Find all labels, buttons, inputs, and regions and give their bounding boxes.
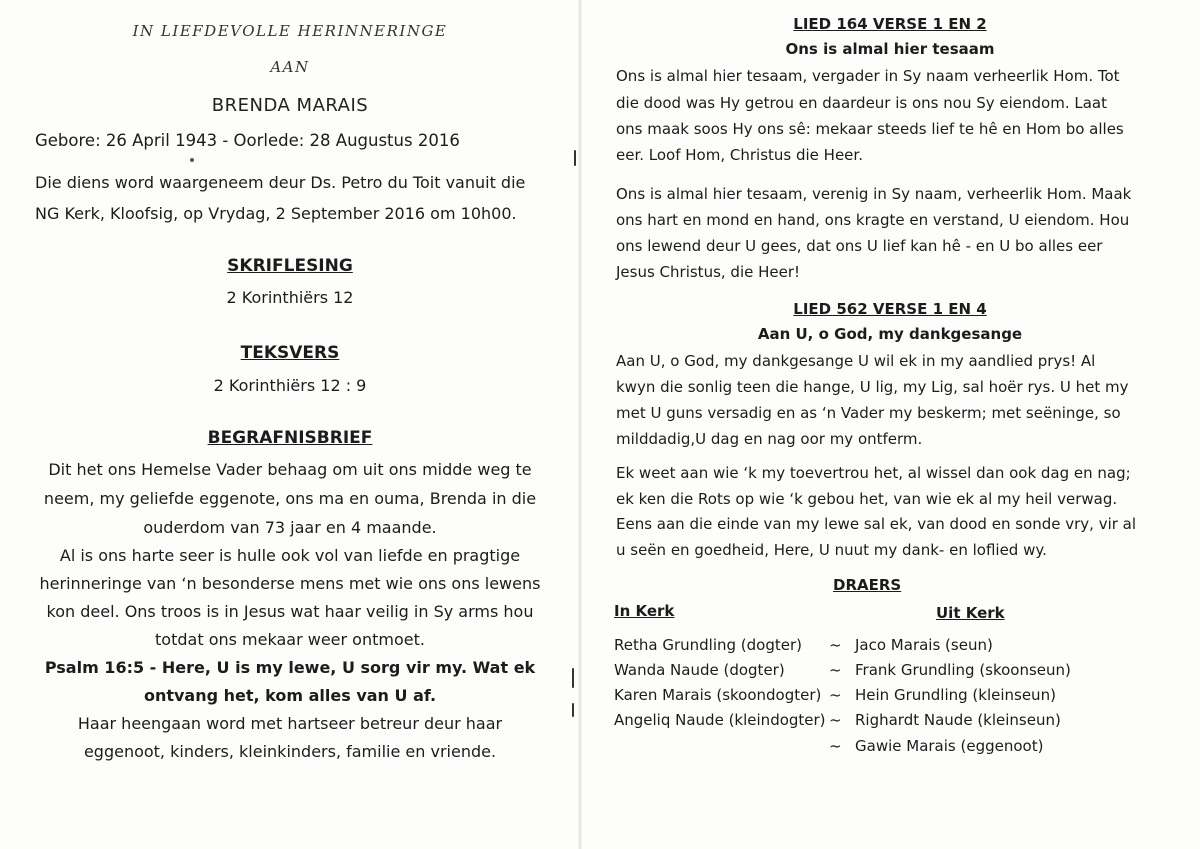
left-page bbox=[0, 0, 580, 849]
tilde-separator: ~ bbox=[829, 711, 842, 729]
out-church-bearer: Righardt Naude (kleinseun) bbox=[855, 711, 1061, 729]
binding-mark bbox=[574, 150, 576, 166]
binding-mark bbox=[572, 668, 574, 688]
service-line: Die diens word waargeneem deur Ds. Petro du Toit vanuit die bbox=[35, 173, 526, 192]
letter-line: Al is ons harte seer is hulle ook vol van liefde en pragtige bbox=[59, 546, 521, 565]
scripture-reference: 2 Korinthiërs 12 bbox=[226, 288, 354, 307]
psalm-line: Psalm 16:5 - Here, U is my lewe, U sorg vir my. Wat ek bbox=[44, 658, 536, 677]
hymn1-verse2-line: Jesus Christus, die Heer! bbox=[616, 263, 801, 281]
hymn1-verse2-line: Ons is almal hier tesaam, verenig in Sy naam, verheerlik Hom. Maak bbox=[616, 185, 1132, 203]
hymn1-verse2-line: ons hart en mond en hand, ons kragte en verstand, U eiendom. Hou bbox=[616, 211, 1130, 229]
funeral-letter-heading: BEGRAFNISBRIEF bbox=[207, 428, 373, 448]
tilde-separator: ~ bbox=[829, 686, 842, 704]
in-church-heading: In Kerk bbox=[614, 602, 675, 620]
hymn2-verse1-line: milddadig,U dag en nag oor my ontferm. bbox=[616, 430, 923, 448]
hymn1-verse1-line: ons maak soos Hy ons sê: mekaar steeds lief te hê en Hom bo alles bbox=[616, 120, 1124, 138]
hymn2-verse1-line: met U guns versadig en as ‘n Vader my beskerm; met seëninge, so bbox=[616, 404, 1121, 422]
hymn2-title: Aan U, o God, my dankgesange bbox=[757, 325, 1023, 343]
scripture-heading: SKRIFLESING bbox=[227, 256, 353, 276]
hymn1-verse2-line: ons lewend deur U gees, dat ons U lief kan hê - en U bo alles eer bbox=[616, 237, 1103, 255]
deceased-name: BRENDA MARAIS bbox=[211, 95, 369, 116]
hymn1-heading: LIED 164 VERSE 1 EN 2 bbox=[793, 15, 987, 33]
hymn2-heading: LIED 562 VERSE 1 EN 4 bbox=[793, 300, 987, 318]
letter-line: herinneringe van ‘n besonderse mens met wie ons ons lewens bbox=[39, 574, 541, 593]
hymn1-verse1-line: Ons is almal hier tesaam, vergader in Sy naam verheerlik Hom. Tot bbox=[616, 67, 1120, 85]
memorial-title: IN LIEFDEVOLLE HERINNERINGE bbox=[132, 22, 448, 40]
text-verse-heading: TEKSVERS bbox=[240, 343, 340, 363]
hymn1-verse1-line: die dood was Hy getrou en daardeur is ons nou Sy eiendom. Laat bbox=[616, 94, 1107, 112]
letter-line: kon deel. Ons troos is in Jesus wat haar veilig in Sy arms hou bbox=[46, 602, 534, 621]
letter-line: totdat ons mekaar weer ontmoet. bbox=[155, 630, 425, 649]
out-church-heading: Uit Kerk bbox=[936, 604, 1005, 622]
tilde-separator: ~ bbox=[829, 737, 842, 755]
hymn1-verse1-line: eer. Loof Hom, Christus die Heer. bbox=[616, 146, 863, 164]
psalm-line: ontvang het, kom alles van U af. bbox=[143, 686, 437, 705]
hymn2-verse2-line: u seën en goedheid, Here, U nuut my dank- en loflied wy. bbox=[616, 541, 1047, 559]
closing-line: Haar heengaan word met hartseer betreur deur haar bbox=[77, 714, 503, 733]
to-line: AAN bbox=[270, 58, 310, 76]
birth-death-dates: Gebore: 26 April 1943 - Oorlede: 28 Augustus 2016 bbox=[35, 131, 460, 150]
in-church-bearer: Wanda Naude (dogter) bbox=[614, 661, 785, 679]
in-church-bearer: Karen Marais (skoondogter) bbox=[614, 686, 822, 704]
out-church-bearer: Hein Grundling (kleinseun) bbox=[855, 686, 1056, 704]
tilde-separator: ~ bbox=[829, 636, 842, 654]
out-church-bearer: Frank Grundling (skoonseun) bbox=[855, 661, 1071, 679]
ink-dot bbox=[190, 158, 194, 162]
text-verse-reference: 2 Korinthiërs 12 : 9 bbox=[213, 376, 367, 395]
out-church-bearer: Jaco Marais (seun) bbox=[855, 636, 993, 654]
tilde-separator: ~ bbox=[829, 661, 842, 679]
closing-line: eggenoot, kinders, kleinkinders, familie en vriende. bbox=[83, 742, 497, 761]
binding-mark bbox=[572, 703, 574, 717]
hymn2-verse1-line: Aan U, o God, my dankgesange U wil ek in my aandlied prys! Al bbox=[616, 352, 1096, 370]
service-line: NG Kerk, Kloofsig, op Vrydag, 2 September 2016 om 10h00. bbox=[35, 204, 517, 223]
bearers-heading: DRAERS bbox=[833, 576, 902, 594]
in-church-bearer: Angeliq Naude (kleindogter) bbox=[614, 711, 826, 729]
letter-line: Dit het ons Hemelse Vader behaag om uit ons midde weg te bbox=[48, 460, 532, 479]
hymn2-verse2-line: ek ken die Rots op wie ‘k gebou het, van wie ek al my heil verwag. bbox=[616, 490, 1118, 508]
hymn2-verse2-line: Ek weet aan wie ‘k my toevertrou het, al wissel dan ook dag en nag; bbox=[616, 464, 1131, 482]
in-church-bearer: Retha Grundling (dogter) bbox=[614, 636, 802, 654]
hymn1-title: Ons is almal hier tesaam bbox=[785, 40, 995, 58]
letter-line: neem, my geliefde eggenote, ons ma en ouma, Brenda in die bbox=[43, 489, 537, 508]
out-church-bearer: Gawie Marais (eggenoot) bbox=[855, 737, 1044, 755]
right-page bbox=[580, 0, 1200, 849]
hymn2-verse2-line: Eens aan die einde van my lewe sal ek, van dood en sonde vry, vir al bbox=[616, 515, 1137, 533]
letter-line: ouderdom van 73 jaar en 4 maande. bbox=[143, 518, 437, 537]
hymn2-verse1-line: kwyn die sonlig teen die hange, U lig, my Lig, sal hoër rys. U het my bbox=[616, 378, 1129, 396]
